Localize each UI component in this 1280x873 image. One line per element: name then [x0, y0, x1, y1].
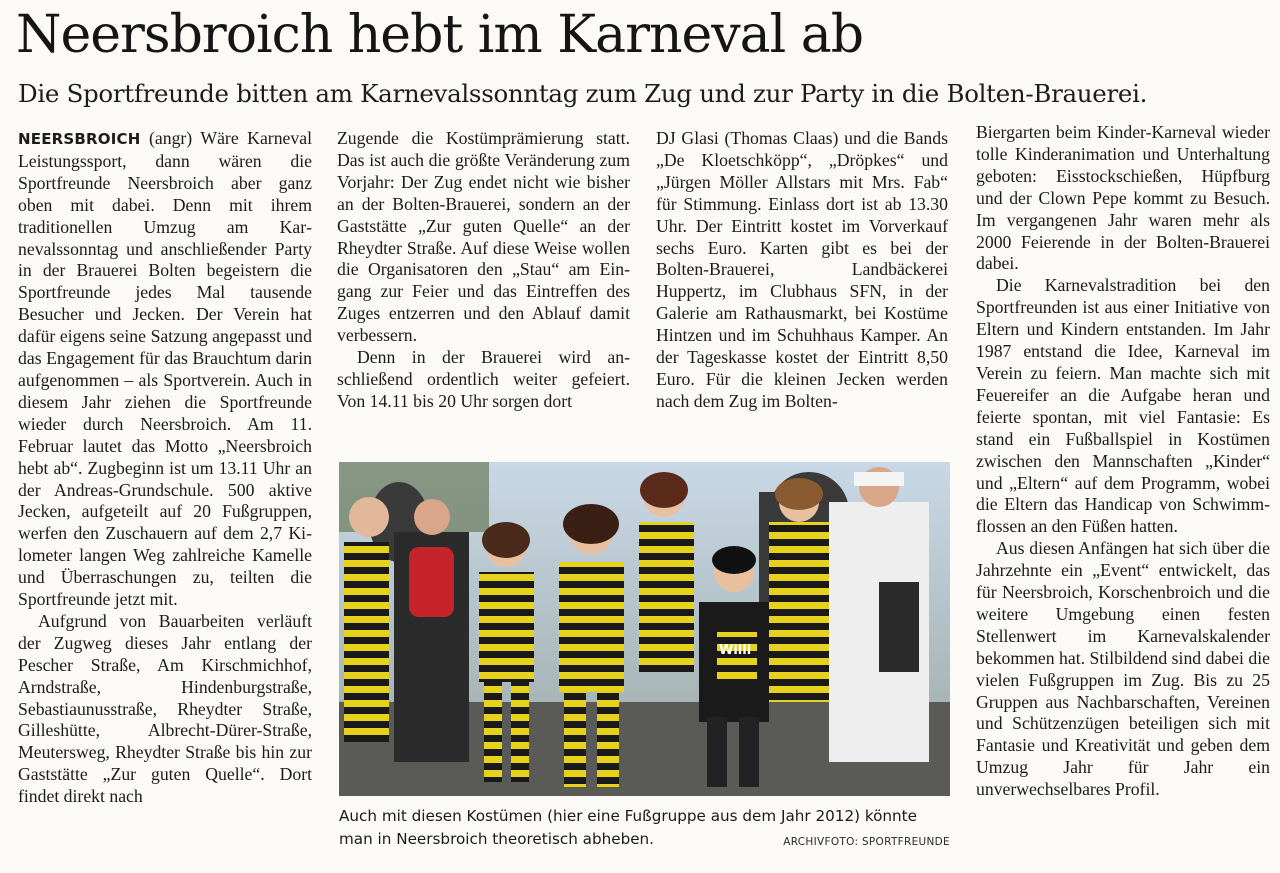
- column-3-paragraph-1: DJ Glasi (Thomas Claas) und die Bands „De Kloetschköpp“, „Dröpkes“ und „Jürgen Möller Allstars mit Mrs. Fab“ für Stimmung. Einlass dort ist ab 13.30 Uhr. Der Eintritt kostet im Vorverkauf sechs Euro. Karten gibt es bei der Bolten-Brauerei, Landbäckerei Huppertz, im Clubhaus SFN, in der Galerie am Rathausmarkt, bei Kostüme Hintzen und im Schuhhaus Kamper. An der Tageskasse kostet der Eintritt 8,50 Euro. Für die kleinen Jecken werden nach dem Zug im Bolten-: [656, 128, 948, 411]
- article-photo: [339, 462, 950, 796]
- article-column-3: [656, 128, 948, 413]
- article-headline: Neersbroich hebt im Karneval ab: [16, 5, 864, 65]
- column-4-paragraph-2: Die Karnevalstradition bei den Sportfreunden ist aus einer Initiative von Eltern und Kindern entstanden. Im Jahr 1987 entstand die Idee, Karneval im Verein zu feiern. Man machte sich mit Feuereifer an die Aufgabe heran und feierte spontan, mit viel Fantasie: Es stand ein Fußballspiel in Kostümen zwischen den Mannschaften „Kinder“ und „Eltern“ auf dem Programm, wobei die Eltern das Handicap von Schwimmflossen an den Füßen hatten.: [976, 275, 1270, 537]
- carnival-group-photo: [339, 462, 950, 796]
- column-1-paragraph-2: Aufgrund von Bauarbeiten verläuft der Zugweg dieses Jahr entlang der Pescher Straße, Am Kirschmichhof, Arndstraße, Hindenburgstraße, Sebastiaunusstraße, Rheydter Straße, Gilleshütte, Albrecht-Dürer-Straße, Meutersweg, Rheydter Straße bis hin zur Gaststätte „Zur guten Quelle“. Dort findet direkt nach: [18, 610, 312, 807]
- article-column-4: [976, 122, 1270, 801]
- article-column-1: [18, 128, 312, 808]
- column-1-paragraph-1-text: (angr) Wäre Karneval Leistungssport, dann wären die Sportfreunde Neersbroich aber ganz oben mit dabei. Denn mit ihrem traditionellen Umzug am Karnevalssonntag und anschließender Party in der Brauerei Bolten begeistern die Sportfreunde jedes Mal tausende Besucher und Jecken. Der Verein hat dafür eigens seine Satzung angepasst und das Engagement für das Brauchtum darin aufgenommen – als Sportverein. Auch in diesem Jahr ziehen die Sportfreunde wieder durch Neersbroich. Am 11. Februar lautet das Motto „Neersbroich hebt ab“. Zugbeginn ist um 13.11 Uhr an der Andreas-Grundschule. 500 aktive Jecken, aufgeteilt auf 20 Fußgruppen, werfen den Zuschauern auf dem 2,7 Kilometer langen Weg zahlreiche Kamelle und Überraschungen zu, teilten die Sportfreunde jetzt mit.: [18, 128, 312, 610]
- column-2-paragraph-1: Zugende die Kostümprämierung statt. Das ist auch die größte Veränderung zum Vorjahr: Der Zug endet nicht wie bisher an der Bolten-Brauerei, sondern an der Gaststätte „Zur guten Quelle“ an der Rheydter Straße. Auf diese Weise wollen die Organisatoren den „Stau“ am Eingang zur Feier und das Eintreffen des Zuges entzerren und den Ablauf damit verbessern.: [337, 128, 630, 346]
- column-2-paragraph-2: Denn in der Brauerei wird anschließend ordentlich weiter gefeiert. Von 14.11 bis 20 Uhr sorgen dort: [337, 347, 630, 411]
- person-white-suit: [829, 467, 929, 762]
- dateline: NEERSBROICH: [18, 130, 141, 148]
- photo-caption: Auch mit diesen Kostümen (hier eine Fußgruppe aus dem Jahr 2012) könnte man in Neersbroich theoretisch abheben.: [339, 807, 917, 848]
- article-subheadline: Die Sportfreunde bitten am Karnevalssonntag zum Zug und zur Party in die Bolten-Brauerei.: [18, 79, 1148, 108]
- column-4-paragraph-3: Aus diesen Anfängen hat sich über die Jahrzehnte ein „Event“ entwickelt, das für Neersbroich, Korschenbroich und die weitere Umgebung einen festen Stellenwert im Karnevalskalender bekommen hat. Stilbildend sind dabei die vielen Fußgruppen im Zug. Bis zu 25 Gruppen aus Nachbarschaften, Vereinen und Schützenzügen beteiligen sich mit Fantasie und Kreativität und geben dem Umzug Jahr für Jahr ein unverwechselbares Profil.: [976, 538, 1270, 800]
- column-4-paragraph-1: Biergarten beim Kinder-Karneval wieder tolle Kinderanimation und Unterhaltung geboten: Eisstockschießen, Hüpfburg und der Clown Pepe kommt zu Besuch. Im vergangenen Jahr waren mehr als 2000 Feierende in der Bolten-Brauerei dabei.: [976, 122, 1270, 274]
- person-backpack-red: [394, 499, 469, 762]
- photo-credit: ARCHIVFOTO: SPORTFREUNDE: [783, 836, 950, 848]
- article-column-2: [337, 128, 630, 413]
- column-1-paragraph-1: [18, 128, 312, 611]
- willi-sign: Willi: [719, 643, 752, 658]
